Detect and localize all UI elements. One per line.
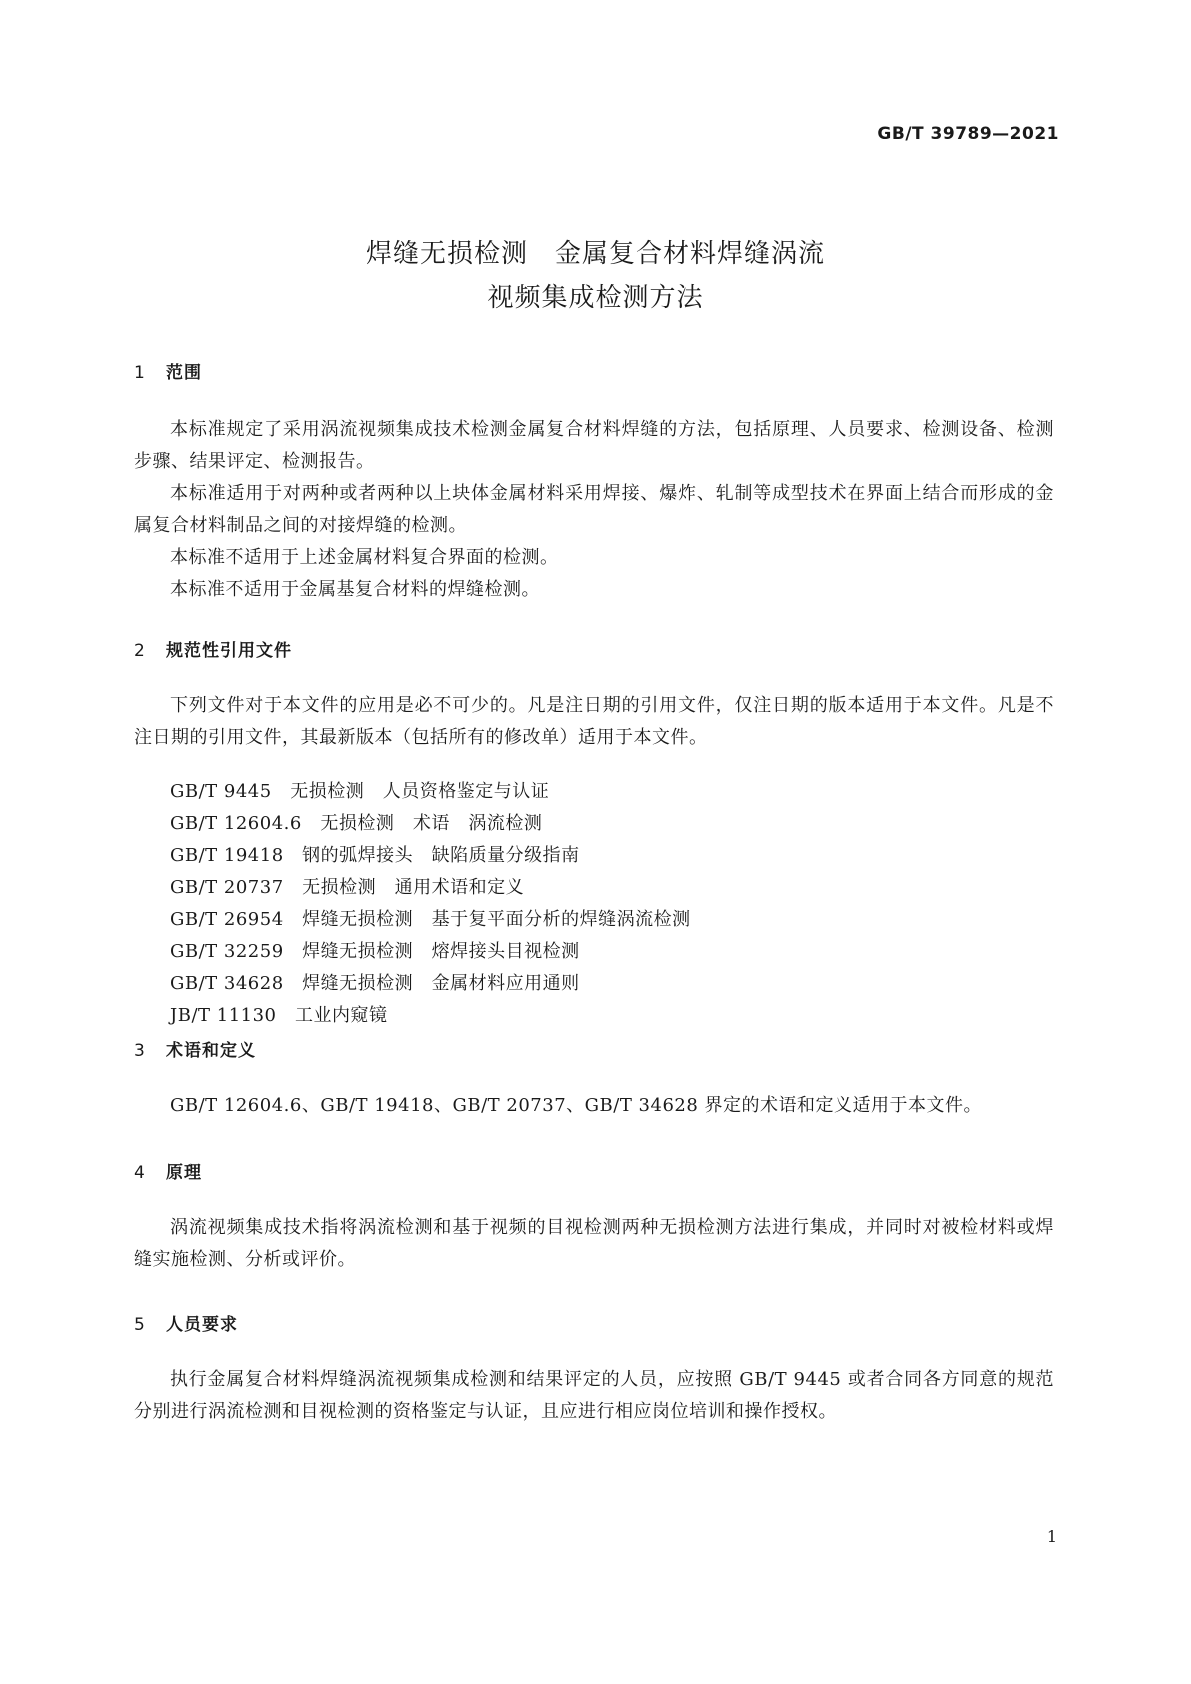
reference-item: GB/T 20737 无损检测 通用术语和定义 (170, 877, 525, 898)
document-title (0, 232, 1191, 320)
section-3-heading (134, 1036, 256, 1061)
section-2-heading (134, 636, 292, 661)
reference-item: GB/T 34628 焊缝无损检测 金属材料应用通则 (170, 973, 580, 994)
section-number: 4 (134, 1163, 146, 1183)
reference-item: GB/T 9445 无损检测 人员资格鉴定与认证 (170, 781, 550, 802)
normative-reference-list (170, 776, 1050, 1032)
section-title: 规范性引用文件 (166, 641, 292, 661)
section-title: 人员要求 (166, 1315, 238, 1335)
reference-item: GB/T 12604.6 无损检测 术语 涡流检测 (170, 813, 543, 834)
section-4-paragraph-1: 涡流视频集成技术指将涡流检测和基于视频的目视检测两种无损检测方法进行集成，并同时对被检材料或焊缝实施检测、分析或评价。 (134, 1217, 1054, 1270)
title-line-1: 焊缝无损检测 金属复合材料焊缝涡流 (365, 239, 825, 269)
reference-item: GB/T 26954 焊缝无损检测 基于复平面分析的焊缝涡流检测 (170, 909, 691, 930)
section-2-intro: 下列文件对于本文件的应用是必不可少的。凡是注日期的引用文件，仅注日期的版本适用于本文件。凡是不注日期的引用文件，其最新版本（包括所有的修改单）适用于本文件。 (134, 695, 1054, 748)
section-3-paragraph-1: GB/T 12604.6、GB/T 19418、GB/T 20737、GB/T 34628 界定的术语和定义适用于本文件。 (170, 1095, 983, 1116)
section-1-paragraph-3: 本标准不适用于上述金属材料复合界面的检测。 (170, 547, 559, 568)
section-number: 1 (134, 363, 146, 383)
section-1-paragraph-1: 本标准规定了采用涡流视频集成技术检测金属复合材料焊缝的方法，包括原理、人员要求、检测设备、检测步骤、结果评定、检测报告。 (134, 419, 1054, 472)
section-title: 术语和定义 (166, 1041, 256, 1061)
reference-item: JB/T 11130 工业内窥镜 (170, 1005, 388, 1026)
section-number: 2 (134, 641, 146, 661)
section-1-paragraph-4: 本标准不适用于金属基复合材料的焊缝检测。 (170, 579, 540, 600)
reference-item: GB/T 19418 钢的弧焊接头 缺陷质量分级指南 (170, 845, 580, 866)
section-4-heading (134, 1158, 202, 1183)
reference-item: GB/T 32259 焊缝无损检测 熔焊接头目视检测 (170, 941, 580, 962)
section-number: 3 (134, 1041, 146, 1061)
section-title: 原理 (166, 1163, 202, 1183)
title-line-2: 视频集成检测方法 (487, 283, 704, 313)
section-1-heading (134, 358, 202, 383)
section-5-heading (134, 1310, 238, 1335)
standard-code: GB/T 39789—2021 (877, 124, 1059, 144)
section-1-paragraph-2: 本标准适用于对两种或者两种以上块体金属材料采用焊接、爆炸、轧制等成型技术在界面上结合而形成的金属复合材料制品之间的对接焊缝的检测。 (134, 483, 1054, 536)
page-number: 1 (1046, 1527, 1057, 1546)
section-number: 5 (134, 1315, 146, 1335)
section-title: 范围 (166, 363, 202, 383)
section-5-paragraph-1: 执行金属复合材料焊缝涡流视频集成检测和结果评定的人员，应按照 GB/T 9445 或者合同各方同意的规范分别进行涡流检测和目视检测的资格鉴定与认证，且应进行相应岗位培训和操作授权。 (134, 1369, 1054, 1422)
